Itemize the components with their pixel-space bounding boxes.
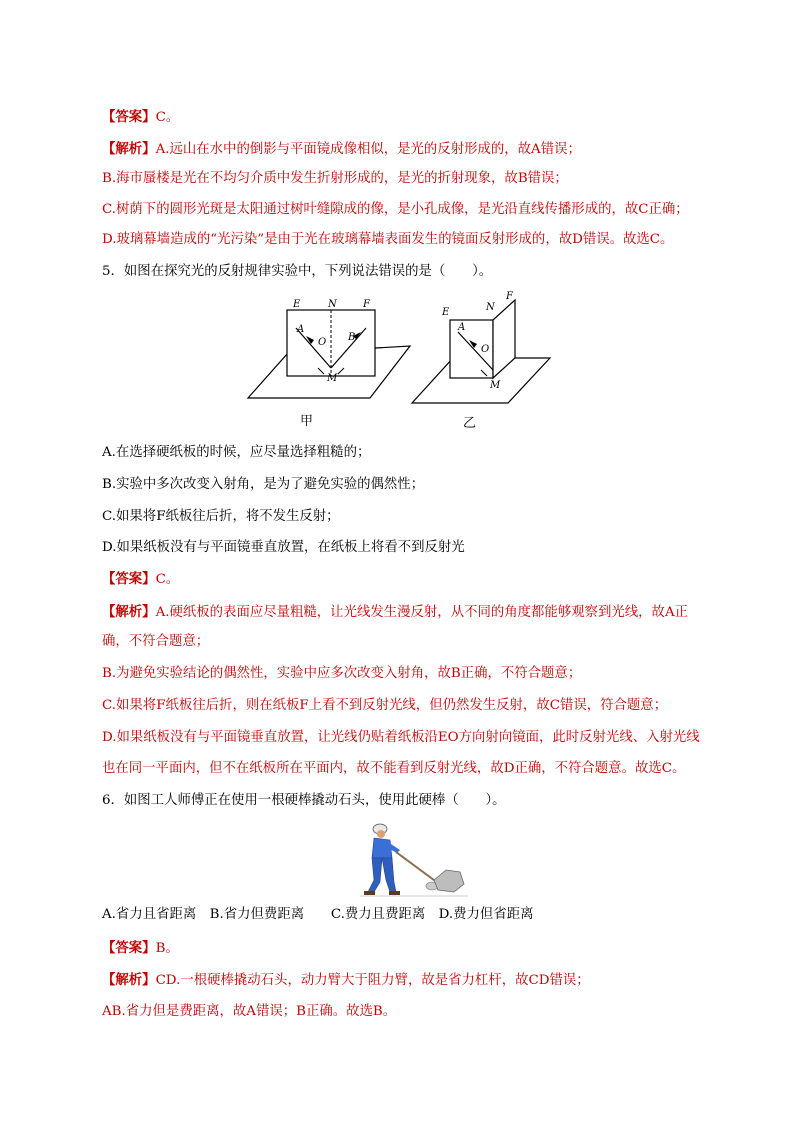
reflection-experiment-figure <box>240 288 570 423</box>
q4-analysis-line-3: C.树荫下的圆形光斑是太阳通过树叶缝隙成的像，是小孔成像，是光沿直线传播形成的，故C正确； <box>102 202 689 217</box>
label-A-right: A <box>458 322 466 333</box>
q5-option-d: D.如果纸板没有与平面镜垂直放置，在纸板上将看不到反射光 <box>102 540 465 555</box>
q6-analysis-line-2: AB.省力但是费距离，故A错误；B正确。故选B。 <box>102 1004 397 1019</box>
label-N-right: N <box>486 302 495 313</box>
q5-analysis-line-4: C.如果将F纸板往后折，则在纸板F上看不到反射光线，但仍然发生反射，故C错误，符合题意； <box>102 698 668 713</box>
q5-analysis-line-6: 也在同一平面内，但不在纸板所在平面内，故不能看到反射光线，故D正确，不符合题意。故选C。 <box>102 761 686 776</box>
q6-options: A.省力且省距离 B.省力但费距离 C.费力且费距离 D.费力但省距离 <box>102 907 534 922</box>
q5-option-b: B.实验中多次改变入射角，是为了避免实验的偶然性； <box>102 477 425 492</box>
q5-answer: 【答案】C。 <box>102 571 180 587</box>
caption-jia: 甲 <box>300 414 314 429</box>
caption-yi: 乙 <box>463 416 477 431</box>
label-E-left: E <box>293 299 301 310</box>
worker-lever-figure <box>350 820 470 900</box>
q5-stem: 5．如图在探究光的反射规律实验中，下列说法错误的是（ ）。 <box>102 264 493 279</box>
q5-option-c: C.如果将F纸板往后折，将不发生反射； <box>102 509 340 524</box>
label-O-right: O <box>481 344 490 355</box>
label-N-left: N <box>328 299 337 310</box>
q4-analysis-line-1: 【解析】A.远山在水中的倒影与平面镜成像相似，是光的反射形成的，故A错误； <box>102 141 581 157</box>
q4-answer: 【答案】C。 <box>102 109 180 125</box>
figure-jia <box>248 299 410 398</box>
q5-analysis-line-3: B.为避免实验结论的偶然性，实验中应多次改变入射角，故B正确，不符合题意； <box>102 666 582 681</box>
q5-analysis-line-5: D.如果纸板没有与平面镜垂直放置，让光线仍贴着纸板沿EO方向射向镜面，此时反射光线、入射光线 <box>102 730 700 745</box>
label-F-left: F <box>363 299 370 310</box>
label-E-right: E <box>442 307 450 318</box>
q5-analysis-line-1: 【解析】A.硬纸板的表面应尽量粗糙，让光线发生漫反射，从不同的角度都能够观察到光线，故A正 <box>102 604 689 620</box>
q4-analysis-line-2: B.海市蜃楼是光在不均匀介质中发生折射形成的，是光的折射现象，故B错误； <box>102 171 568 186</box>
label-F-right: F <box>506 291 513 302</box>
q5-option-a: A.在选择硬纸板的时候，应尽量选择粗糙的； <box>102 445 371 460</box>
q5-analysis-line-2: 确，不符合题意； <box>102 634 210 649</box>
label-M-left: M <box>327 373 338 384</box>
q6-analysis-line-1: 【解析】CD.一根硬棒撬动石头，动力臂大于阻力臂，故是省力杠杆，故CD错误； <box>102 972 590 988</box>
label-A-left: A <box>297 324 305 335</box>
q6-answer: 【答案】B。 <box>102 940 179 956</box>
q6-stem: 6．如图工人师傅正在使用一根硬棒撬动石头，使用此硬棒（ ）。 <box>102 793 506 808</box>
label-B-left: B <box>348 332 356 343</box>
figure-yi <box>412 291 550 403</box>
label-M-right: M <box>490 380 501 391</box>
q4-analysis-line-4: D.玻璃幕墙造成的“光污染”是由于光在玻璃幕墙表面发生的镜面反射形成的，故D错误。故选C。 <box>102 232 674 247</box>
label-O-left: O <box>318 337 327 348</box>
